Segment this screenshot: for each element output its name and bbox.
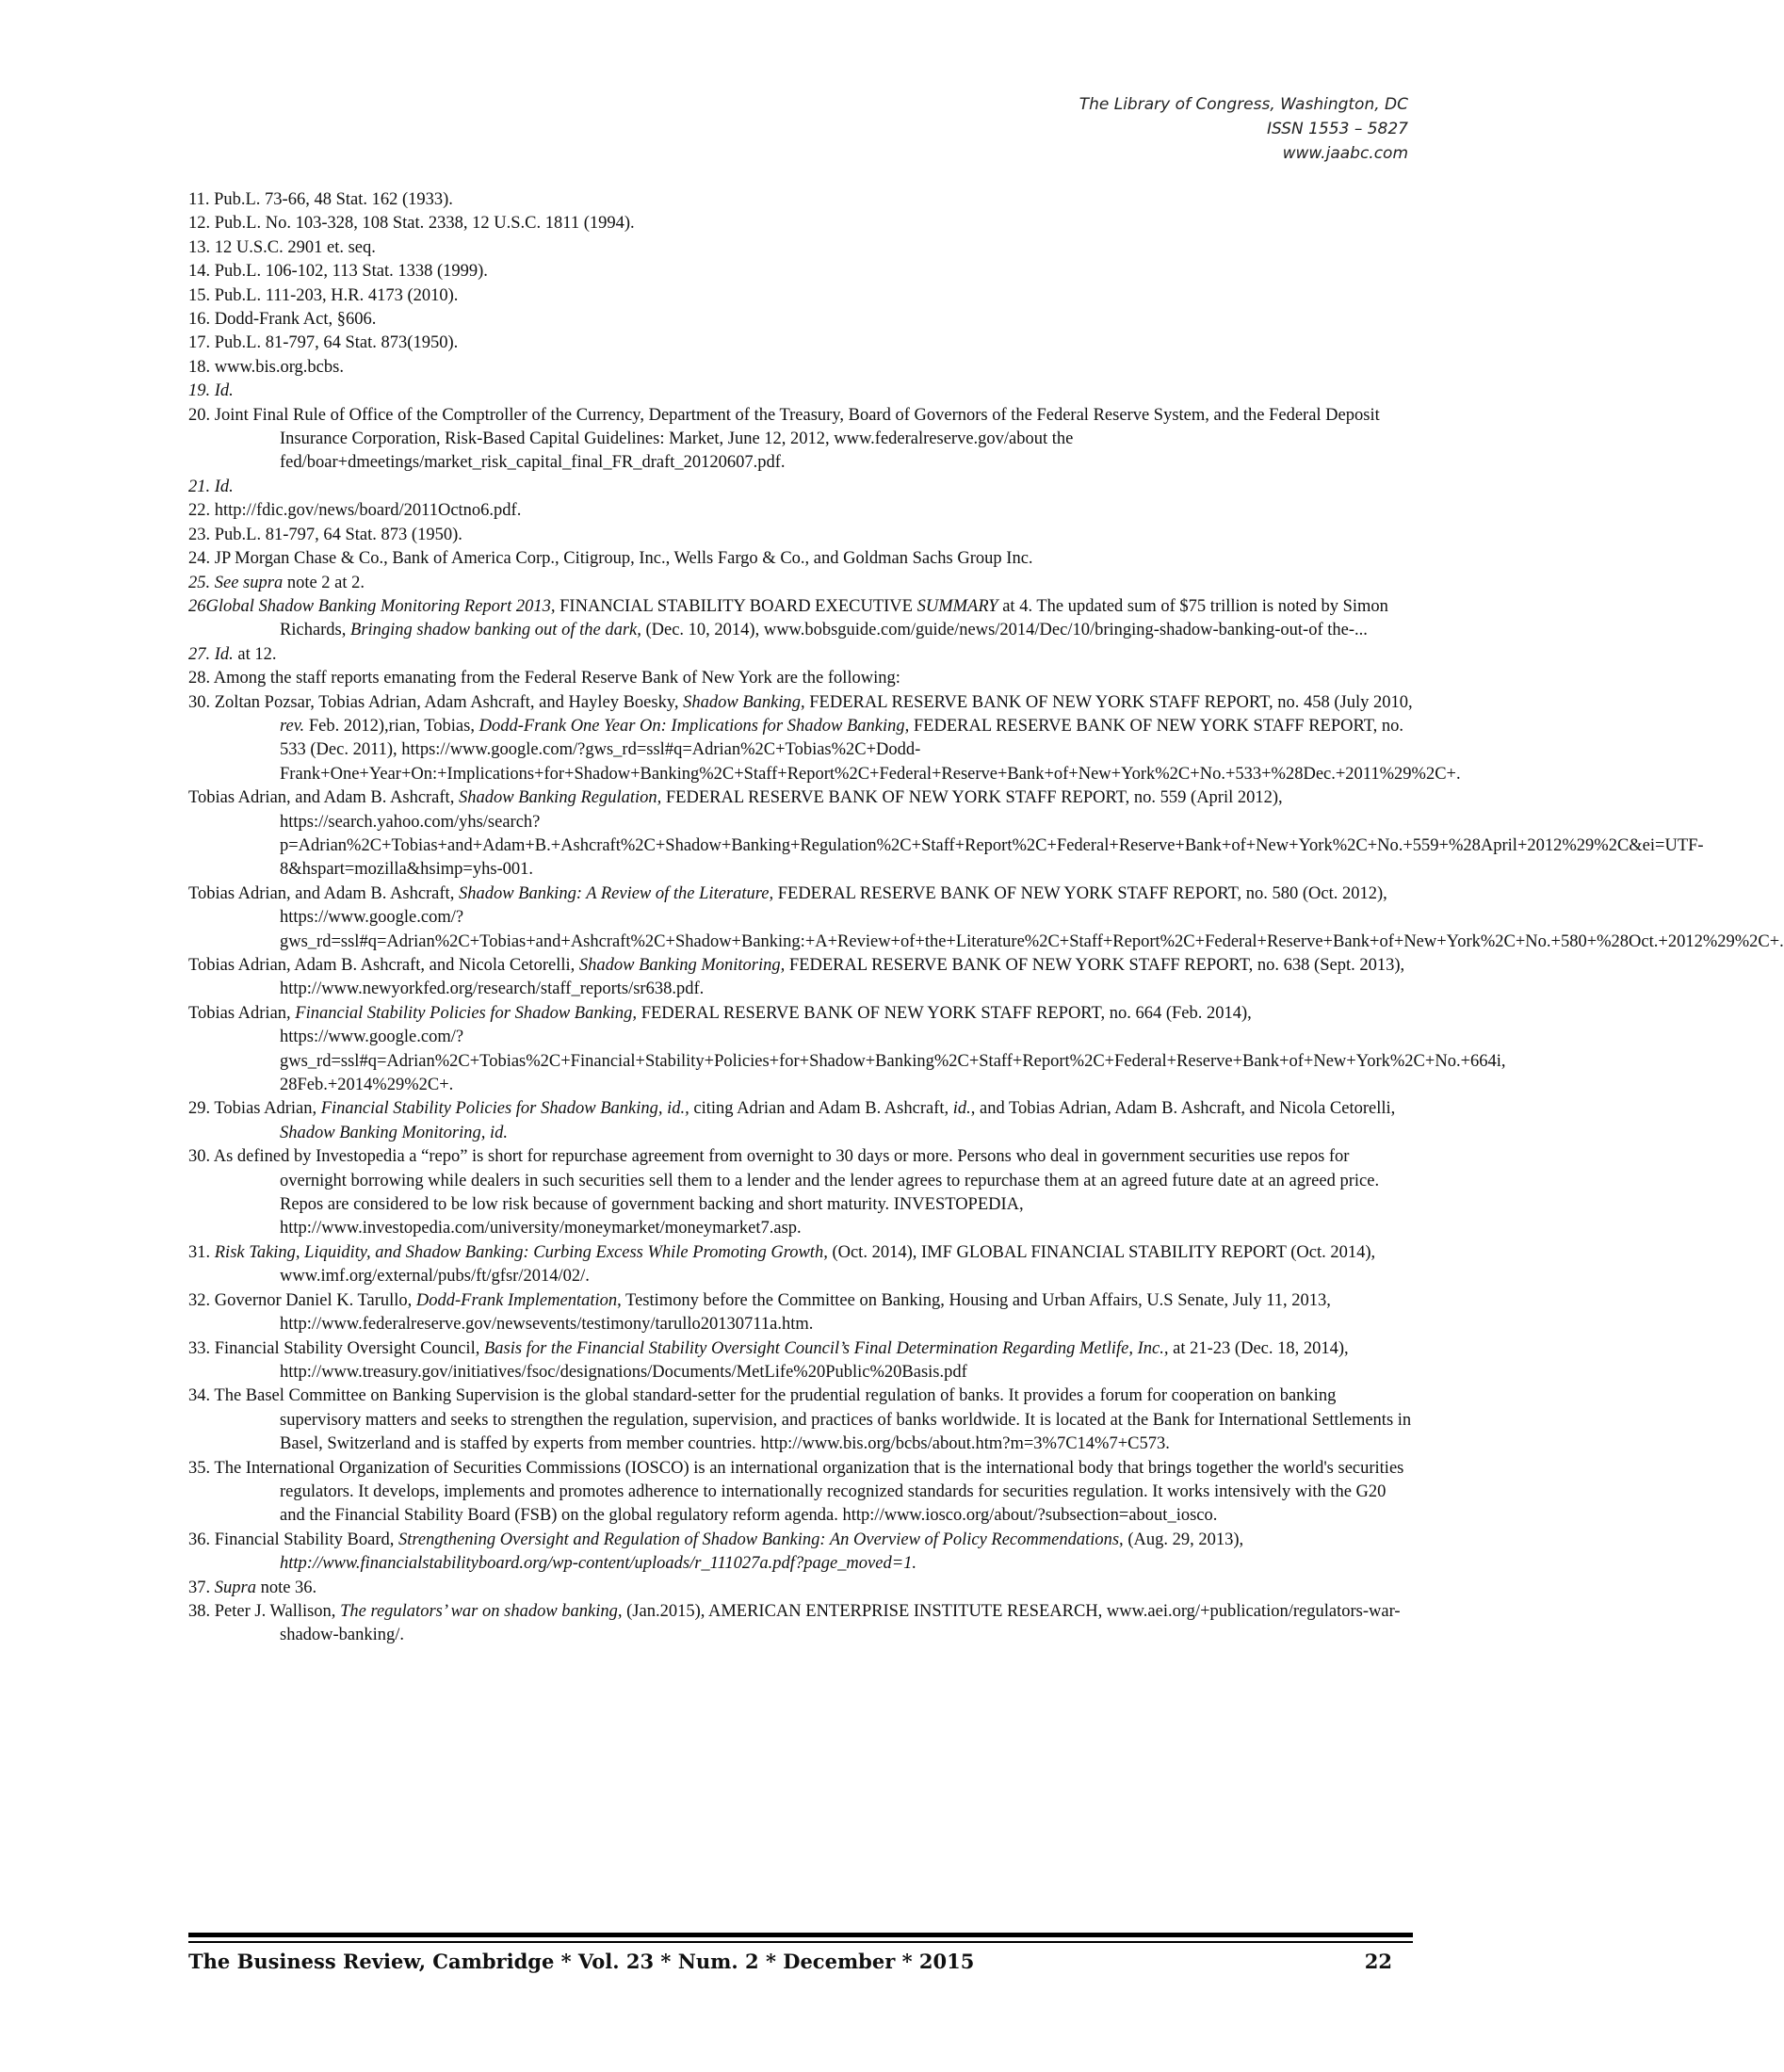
endnote-italic-text: Shadow Banking Regulation,	[458, 788, 662, 808]
endnote-text: 24. JP Morgan Chase & Co., Bank of America Corp., Citigroup, Inc., Wells Fargo & Co., and Goldman Sachs Group Inc.	[188, 549, 1033, 569]
endnote-italic-text: Shadow Banking	[683, 692, 801, 712]
endnote	[188, 1097, 1413, 1145]
endnote	[188, 236, 1413, 260]
endnote-text: 18. www.bis.org.bcbs.	[188, 357, 344, 377]
endnote	[188, 260, 1413, 283]
endnote	[188, 308, 1413, 332]
endnote-italic-text: Bringing shadow banking out of the dark,	[350, 621, 641, 640]
endnote-text: citing Adrian and Adam B. Ashcraft,	[689, 1099, 953, 1119]
endnotes-list	[188, 188, 1784, 1648]
footer-rule-thin	[188, 1941, 1413, 1943]
endnote-italic-text: Dodd-Frank Implementation	[415, 1290, 618, 1310]
endnote	[188, 188, 1413, 212]
endnote-text: 31.	[188, 1242, 215, 1262]
endnote-text: 28. Among the staff reports emanating from the Federal Reserve Bank of New York are the following:	[188, 669, 900, 688]
endnote	[188, 572, 1413, 595]
endnote-text: (Jan.2015), AMERICAN ENTERPRISE INSTITUTE RESEARCH, www.aei.org/+publication/regulators-war-shadow-banking/.	[280, 1601, 1401, 1645]
endnote	[188, 1529, 1413, 1577]
endnote-italic-text: id.	[952, 1099, 971, 1119]
endnote	[188, 404, 1413, 476]
endnote	[188, 212, 1413, 235]
header-website-line: www.jaabc.com	[1282, 144, 1408, 163]
endnote	[188, 380, 1413, 403]
endnote	[188, 356, 1413, 380]
endnote	[188, 1241, 1413, 1289]
endnote-text: 15. Pub.L. 111-203, H.R. 4173 (2010).	[188, 285, 459, 305]
endnote-text: Tobias Adrian,	[188, 1003, 296, 1023]
endnote-italic-text: Financial Stability Policies for Shadow Banking, id.,	[320, 1099, 689, 1119]
endnote-text: note 36.	[255, 1578, 317, 1597]
endnote-italic-text: SUMMARY	[916, 596, 998, 616]
endnote-text: FEDERAL RESERVE BANK OF NEW YORK STAFF REPORT, no. 580 (Oct. 2012), https://www.google.com/?gws_rd=ssl#q=Adrian%2C+Tobias+and+Ashcraft%2C+Shadow+Banking:+A+Review+of+the+Literature%2C+Staff+Report%2C+Federal+Reserve+Bank+of+New+York%2C+No.+580+%28Oct.+2012%29%2C+.	[280, 883, 1784, 951]
endnote-text: at 4. The updated sum of $75 trillion is noted by Simon Richards,	[280, 596, 1388, 640]
endnote-text: (Dec. 10, 2014), www.bobsguide.com/guide/news/2014/Dec/10/bringing-shadow-banking-out-of the-...	[641, 621, 1368, 640]
endnote-text: 33. Financial Stability Oversight Council,	[188, 1338, 484, 1358]
endnote-italic-text: Financial Stability Policies for Shadow Banking,	[295, 1003, 638, 1023]
endnote	[188, 1577, 1413, 1600]
endnote-text: at 21-23 (Dec. 18, 2014), http://www.treasury.gov/initiatives/fsoc/designations/Documents/MetLife%20Public%20Basis.pdf	[280, 1338, 1349, 1382]
endnote-italic-text: Basis for the Financial Stability Oversight Council’s Final Determination Regarding Metlife, Inc.,	[483, 1338, 1169, 1358]
endnote-text: , Testimony before the Committee on Banking, Housing and Urban Affairs, U.S Senate, July 11, 2013, http://www.federalreserve.gov/newsevents/testimony/tarullo20130711a.htm.	[280, 1290, 1331, 1335]
endnote-italic-text: 27. Id.	[188, 644, 234, 664]
endnote-text: note 2 at 2.	[283, 573, 365, 592]
endnote-italic-text: 25. See supra	[188, 573, 284, 592]
endnote-text: 11. Pub.L. 73-66, 48 Stat. 162 (1933).	[188, 190, 453, 209]
endnote	[188, 332, 1413, 355]
endnote-text: FEDERAL RESERVE BANK OF NEW YORK STAFF REPORT, no. 638 (Sept. 2013), http://www.newyorkfed.org/research/staff_reports/sr638.pdf.	[280, 956, 1405, 999]
journal-header	[1079, 92, 1408, 166]
endnote-italic-text: rev.	[280, 716, 305, 736]
endnote-text: 30. As defined by Investopedia a “repo” is short for repurchase agreement from overnight to 30 days or more. Persons who deal in government securities use repos for overnight borrowing while dealers in such securities sell them to a lender and the lender agrees to repurchase them at an agreed future date at an agreed price. Repos are considered to be low risk because of government backing and short maturity. INVESTOPEDIA, http://www.investopedia.com/university/moneymarket/moneymarket7.asp.	[188, 1147, 1380, 1238]
endnote-text: 14. Pub.L. 106-102, 113 Stat. 1338 (1999).	[188, 262, 488, 282]
endnote-text: 22. http://fdic.gov/news/board/2011Octno6.pdf.	[188, 501, 522, 521]
endnote-text: (Aug. 29, 2013),	[1123, 1530, 1244, 1549]
endnote-text: FEDERAL RESERVE BANK OF NEW YORK STAFF REPORT, no. 533 (Dec. 2011), https://www.google.com/?gws_rd=ssl#q=Adrian%2C+Tobias%2C+Dodd-Frank+One+Year+On:+Implications+for+Shadow+Banking%2C+Staff+Report%2C+Federal+Reserve+Bank+of+New+York%2C+No.+533+%28Dec.+2011%29%2C+.	[280, 716, 1461, 784]
endnote	[188, 882, 1784, 954]
endnote	[188, 667, 1413, 690]
endnote-text: , and Tobias Adrian, Adam B. Ashcraft, and Nicola Cetorelli,	[970, 1099, 1396, 1119]
endnote-text: Tobias Adrian, and Adam B. Ashcraft,	[188, 788, 459, 808]
endnote-text: Tobias Adrian, Adam B. Ashcraft, and Nicola Cetorelli,	[188, 956, 579, 975]
endnote-italic-text: 19. Id.	[188, 381, 234, 401]
endnote	[188, 595, 1413, 643]
endnote-text: 13. 12 U.S.C. 2901 et. seq.	[188, 237, 376, 257]
endnote-text: at 12.	[233, 644, 277, 664]
endnote-italic-text: Shadow Banking Monitoring, id.	[280, 1123, 509, 1142]
endnote-text: 30. Zoltan Pozsar, Tobias Adrian, Adam Ashcraft, and Hayley Boesky,	[188, 692, 684, 712]
page-number: 22	[1364, 1950, 1392, 1973]
endnote-text: 32. Governor Daniel K. Tarullo,	[188, 1290, 416, 1310]
endnote-italic-text: 21. Id.	[188, 477, 234, 496]
endnote-italic-text: Shadow Banking: A Review of the Literature,	[458, 883, 774, 903]
endnote-italic-text: Risk Taking, Liquidity, and Shadow Banking: Curbing Excess While Promoting Growth,	[214, 1242, 828, 1262]
endnote	[188, 547, 1413, 571]
endnote-text: Tobias Adrian, and Adam B. Ashcraft,	[188, 883, 459, 903]
endnote	[188, 499, 1413, 523]
endnote-text: FEDERAL RESERVE BANK OF NEW YORK STAFF REPORT, no. 559 (April 2012), https://search.yahoo.com/yhs/search?p=Adrian%2C+Tobias+and+Adam+B.+Ashcraft%2C+Shadow+Banking+Regulation%2C+Staff+Report%2C+Federal+Reserve+Bank+of+New+York%2C+No.+559+%28April+2012%29%2C&ei=UTF-8&hspart=mozilla&hsimp=yhs-001.	[280, 788, 1704, 880]
endnote-italic-text: http://www.financialstabilityboard.org/wp-content/uploads/r_111027a.pdf?page_moved=1.	[280, 1554, 917, 1574]
endnote	[188, 643, 1413, 667]
footer-journal-title: The Business Review, Cambridge * Vol. 23 * Num. 2 * December * 2015	[188, 1950, 975, 1973]
endnote-text: 34. The Basel Committee on Banking Supervision is the global standard-setter for the prudential regulation of banks. It provides a forum for cooperation on banking supervisory matters and seeks to strengthen the regulation, supervision, and practices of banks worldwide. It is located at the Bank for International Settlements in Basel, Switzerland and is staffed by experts from member countries. http://www.bis.org/bcbs/about.htm?m=3%7C14%7+C573.	[188, 1386, 1412, 1454]
endnote-italic-text: 26Global Shadow Banking Monitoring Report 2013,	[188, 596, 556, 616]
endnote-italic-text: Shadow Banking Monitoring,	[578, 956, 786, 975]
endnote-text: 12. Pub.L. No. 103-328, 108 Stat. 2338, 12 U.S.C. 1811 (1994).	[188, 214, 635, 234]
endnote	[188, 1337, 1413, 1385]
endnote-italic-text: Supra	[214, 1578, 256, 1597]
footer-rule-thick	[188, 1933, 1413, 1937]
endnote-text: 20. Joint Final Rule of Office of the Comptroller of the Currency, Department of the Treasury, Board of Governors of the Federal Reserve System, and the Federal Deposit Insurance Corporation, Risk-Based Capital Guidelines: Market, June 12, 2012, www.federalreserve.gov/about the fed/boar+dmeetings/market_risk_capital_final_FR_draft_20120607.pdf.	[188, 405, 1380, 473]
endnote	[188, 786, 1704, 882]
endnote-text: 38. Peter J. Wallison,	[188, 1601, 341, 1621]
endnote	[188, 1002, 1506, 1098]
endnote-text: Feb. 2012),rian, Tobias,	[304, 716, 479, 736]
endnote-italic-text: Dodd-Frank One Year On: Implications for Shadow Banking,	[478, 716, 910, 736]
endnote-text: , FEDERAL RESERVE BANK OF NEW YORK STAFF REPORT, no. 458 (July 2010,	[801, 692, 1413, 712]
endnote-text: 37.	[188, 1578, 215, 1597]
endnote	[188, 1600, 1413, 1648]
endnote	[188, 954, 1413, 1002]
endnote	[188, 476, 1413, 499]
endnote-text: FINANCIAL STABILITY BOARD EXECUTIVE	[555, 596, 917, 616]
endnote-text: FEDERAL RESERVE BANK OF NEW YORK STAFF REPORT, no. 664 (Feb. 2014), https://www.google.com/?gws_rd=ssl#q=Adrian%2C+Tobias%2C+Financial+Stability+Policies+for+Shadow+Banking%2C+Staff+Report%2C+Federal+Reserve+Bank+of+New+York%2C+No.+664i, 28Feb.+2014%29%2C+.	[280, 1003, 1506, 1095]
endnote	[188, 1457, 1413, 1529]
endnote	[188, 691, 1461, 787]
endnote	[188, 1384, 1413, 1456]
endnote	[188, 1289, 1413, 1337]
endnote-text: 29. Tobias Adrian,	[188, 1099, 321, 1119]
endnote	[188, 284, 1413, 308]
endnote-text: 36. Financial Stability Board,	[188, 1530, 399, 1549]
endnote-italic-text: The regulators’ war on shadow banking,	[340, 1601, 623, 1621]
endnote-text: 23. Pub.L. 81-797, 64 Stat. 873 (1950).	[188, 525, 462, 544]
endnote-text: (Oct. 2014), IMF GLOBAL FINANCIAL STABILITY REPORT (Oct. 2014), www.imf.org/external/pubs/ft/gfsr/2014/02/.	[280, 1242, 1376, 1287]
endnote-text: 35. The International Organization of Securities Commissions (IOSCO) is an international organization that is the international body that brings together the world's securities regulators. It develops, implements and promotes adherence to internationally recognized standards for securities regulation. It works intensively with the G20 and the Financial Stability Board (FSB) on the global regulatory reform agenda. http://www.iosco.org/about/?subsection=about_iosco.	[188, 1458, 1404, 1526]
endnote	[188, 1145, 1413, 1241]
endnote-italic-text: Strengthening Oversight and Regulation of Shadow Banking: An Overview of Policy Recommendations,	[398, 1530, 1124, 1549]
header-issn-line: ISSN 1553 – 5827	[1267, 120, 1408, 138]
endnote-text: 17. Pub.L. 81-797, 64 Stat. 873(1950).	[188, 333, 459, 353]
header-library-line: The Library of Congress, Washington, DC	[1079, 95, 1408, 114]
endnote	[188, 524, 1413, 547]
endnote-text: 16. Dodd-Frank Act, §606.	[188, 310, 377, 330]
